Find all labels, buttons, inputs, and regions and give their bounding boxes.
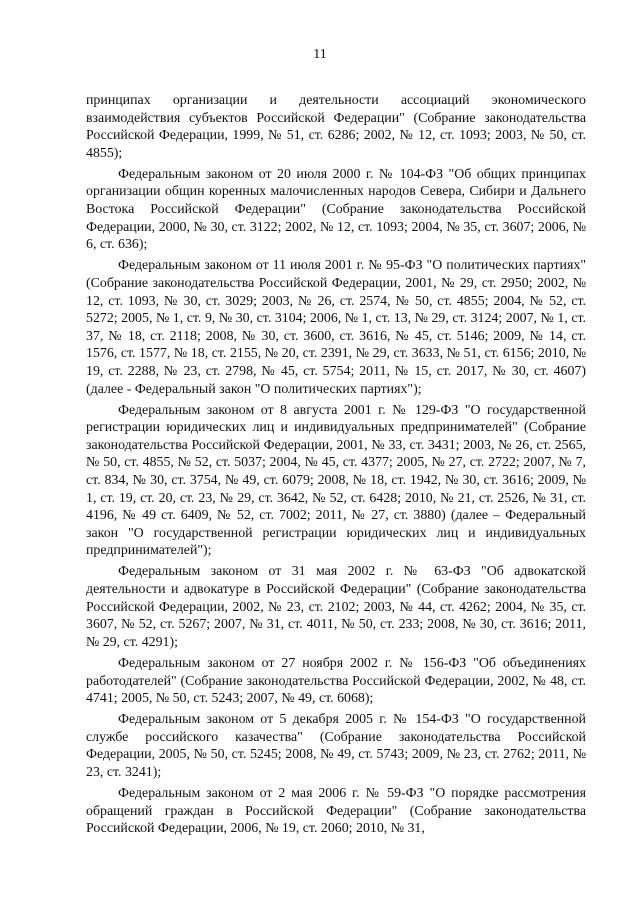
paragraph: Федеральным законом от 20 июля 2000 г. № 104-ФЗ "Об общих принципах организации общин коренных малочисленных народов Севера, Сибири и Дальнего Востока Российской Федерации" (Собрание законодательства Российской Федерации, 2000, № 30, ст. 3122; 2002, № 12, ст. 1093; 2004, № 35, ст. 3607; 2006, № 6, ст. 636);: [86, 166, 586, 253]
paragraph: Федеральным законом от 31 мая 2002 г. № 63-ФЗ "Об адвокатской деятельности и адвокатуре в Российской Федерации" (Собрание законодательства Российской Федерации, 2002, № 23, ст. 2102; 2003, № 44, ст. 4262; 2004, № 35, ст. 3607, № 52, ст. 5267; 2007, № 31, ст. 4011, № 50, ст. 233; 2008, № 30, ст. 3616; 2011, № 29, ст. 4291);: [86, 564, 586, 650]
paragraph: Федеральным законом от 5 декабря 2005 г. № 154-ФЗ "О государственной службе российского казачества" (Собрание законодательства Российской Федерации, 2005, № 50, ст. 5245; 2008, № 49, ст. 5743; 2009, № 23, ст. 2762; 2011, № 23, ст. 3241);: [86, 712, 586, 780]
document-body: [86, 92, 586, 841]
paragraph: Федеральным законом от 11 июля 2001 г. № 95-ФЗ "О политических партиях" (Собрание законодательства Российской Федерации, 2001, № 29, ст. 2950; 2002, № 12, ст. 1093, № 30, ст. 3029; 2003, № 26, ст. 2574, № 50, ст. 4855; 2004, № 52, ст. 5272; 2005, № 1, ст. 9, № 30, ст. 3104; 2006, № 1, ст. 13, № 29, ст. 3124; 2007, № 1, ст. 37, № 18, ст. 2118; 2008, № 30, ст. 3600, ст. 3616, № 45, ст. 5146; 2009, № 14, ст. 1576, ст. 1577, № 18, ст. 2155, № 20, ст. 2391, № 29, ст. 3633, № 51, ст. 6156; 2010, № 19, ст. 2288, № 23, ст. 2798, № 45, ст. 5754; 2011, № 15, ст. 2017, № 30, ст. 4607) (далее - Федеральный закон "О политических партиях");: [86, 258, 586, 397]
paragraph: принципах организации и деятельности ассоциаций экономического взаимодействия субъектов Российской Федерации" (Собрание законодательства Российской Федерации, 1999, № 51, ст. 6286; 2002, № 12, ст. 1093; 2003, № 50, ст. 4855);: [86, 93, 586, 161]
paragraph: Федеральным законом от 2 мая 2006 г. № 59-ФЗ "О порядке рассмотрения обращений граждан в Российской Федерации" (Собрание законодательства Российской Федерации, 2006, № 19, ст. 2060; 2010, № 31,: [86, 786, 586, 837]
paragraph: Федеральным законом от 8 августа 2001 г. № 129-ФЗ "О государственной регистрации юридических лиц и индивидуальных предпринимателей" (Собрание законодательства Российской Федерации, 2001, № 33, ст. 3431; 2003, № 26, ст. 2565, № 50, ст. 4855, № 52, ст. 5037; 2004, № 45, ст. 4377; 2005, № 27, ст. 2722; 2007, № 7, ст. 834, № 30, ст. 3754, № 49, ст. 6079; 2008, № 18, ст. 1942, № 30, ст. 3616; 2009, № 1, ст. 19, ст. 20, ст. 23, № 29, ст. 3642, № 52, ст. 6428; 2010, № 21, ст. 2526, № 31, ст. 4196, № 49 ст. 6409, № 52, ст. 7002; 2011, № 27, ст. 3880) (далее – Федеральный закон "О государственной регистрации юридических лиц и индивидуальных предпринимателей");: [86, 402, 586, 559]
paragraph: Федеральным законом от 27 ноября 2002 г. № 156-ФЗ "Об объединениях работодателей" (Собрание законодательства Российской Федерации, 2002, № 48, ст. 4741; 2005, № 50, ст. 5243; 2007, № 49, ст. 6068);: [86, 655, 586, 707]
page-number: 11: [313, 47, 327, 62]
